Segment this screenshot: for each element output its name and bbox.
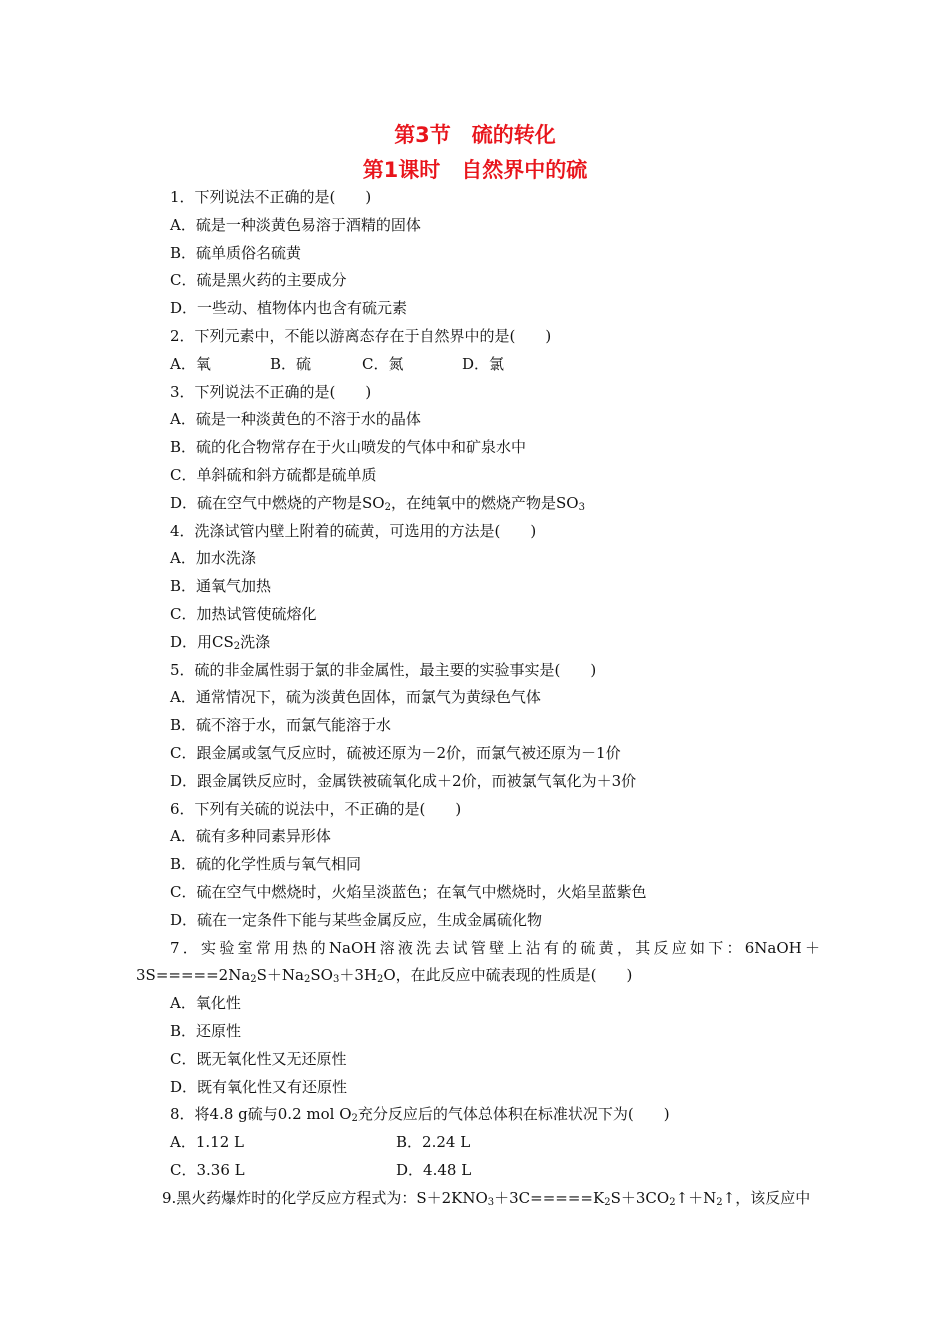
question-2-option-a: A．氧 <box>170 354 211 373</box>
section-title: 第3节 硫的转化 <box>394 123 556 147</box>
question-4-option-d: D．用$CS_2$洗涤 <box>170 632 271 652</box>
question-7-option-a: A．氧化性 <box>170 994 241 1013</box>
question-3-option-b: B．硫的化合物常存在于火山喷发的气体中和矿泉水中 <box>170 438 527 457</box>
question-2-option-c: C．氮 <box>362 354 404 373</box>
question-list <box>136 184 820 1212</box>
question-4-option-b: B．通氧气加热 <box>170 577 272 596</box>
question-8-option-d: D．4.48 L <box>396 1160 472 1179</box>
question-8-options-row-2 <box>136 1157 820 1185</box>
question-1-option-b: B．硫单质俗名硫黄 <box>170 243 302 262</box>
question-5-option-d: D．跟金属铁反应时，金属铁被硫氧化成＋2价，而被氯气氧化为＋3价 <box>170 771 637 790</box>
question-5-option-c: C．跟金属或氢气反应时，硫被还原为－2价，而氯气被还原为－1价 <box>170 743 621 762</box>
question-8-option-c: C．3.36 L <box>170 1160 245 1179</box>
question-8-option-b: B．2.24 L <box>396 1133 471 1152</box>
question-7-option-c: C．既无氧化性又无还原性 <box>170 1049 347 1068</box>
question-8-options-row-1 <box>136 1129 820 1157</box>
question-5-option-b: B．硫不溶于水，而氯气能溶于水 <box>170 716 392 735</box>
question-9-stem: 9.黑火药爆炸时的化学反应方程式为：$S+2KNO_3+3C=====K_2S+3CO_2↑+N_2↑$，该反应中 <box>162 1188 811 1208</box>
question-2-stem: 2．下列元素中，不能以游离态存在于自然界中的是( ) <box>170 326 552 345</box>
question-3-stem: 3．下列说法不正确的是( ) <box>170 382 372 401</box>
question-2-options <box>136 351 820 379</box>
question-2-option-d: D．氯 <box>462 354 505 373</box>
question-3-option-c: C．单斜硫和斜方硫都是硫单质 <box>170 465 377 484</box>
question-7-option-d: D．既有氧化性又有还原性 <box>170 1077 348 1096</box>
question-2-option-b: B．硫 <box>270 354 312 373</box>
question-8-stem: 8．将4.8 g硫与0.2 mol $O_2$充分反应后的气体总体积在标准状况下为( ) <box>170 1105 670 1125</box>
question-1-option-a: A．硫是一种淡黄色易溶于酒精的固体 <box>170 215 421 234</box>
lesson-title: 第1课时 自然界中的硫 <box>362 158 588 182</box>
question-5-option-a: A．通常情况下，硫为淡黄色固体，而氯气为黄绿色气体 <box>170 688 541 707</box>
question-1-stem: 1．下列说法不正确的是( ) <box>170 188 372 206</box>
question-6-option-b: B．硫的化学性质与氧气相同 <box>170 855 362 874</box>
question-6-option-a: A．硫有多种同素异形体 <box>170 827 331 846</box>
question-6-option-d: D．硫在一定条件下能与某些金属反应，生成金属硫化物 <box>170 910 543 929</box>
question-3-option-d: D．硫在空气中燃烧的产物是$SO_2$，在纯氧中的燃烧产物是$SO_3$ <box>170 493 585 513</box>
question-7-option-b: B．还原性 <box>170 1021 242 1040</box>
question-6-option-c: C．硫在空气中燃烧时，火焰呈淡蓝色；在氧气中燃烧时，火焰呈蓝紫色 <box>170 882 647 901</box>
question-4-option-c: C．加热试管使硫熔化 <box>170 604 317 623</box>
question-4-stem: 4．洗涤试管内壁上附着的硫黄，可选用的方法是( ) <box>170 521 537 540</box>
question-6-stem: 6．下列有关硫的说法中，不正确的是( ) <box>170 799 462 818</box>
question-4-option-a: A．加水洗涤 <box>170 549 256 568</box>
question-1-option-c: C．硫是黑火药的主要成分 <box>170 271 347 290</box>
question-5-stem: 5．硫的非金属性弱于氯的非金属性，最主要的实验事实是( ) <box>170 660 597 679</box>
question-1-option-d: D．一些动、植物体内也含有硫元素 <box>170 299 408 318</box>
question-7-stem: 7．实验室常用热的NaOH溶液洗去试管壁上沾有的硫黄，其反应如下：$6NaOH+3S=====2Na_2S+Na_2SO_3+3H_2O$，在此反应中硫表现的性质是( ) <box>136 938 820 986</box>
question-8-option-a: A．1.12 L <box>170 1133 244 1152</box>
question-3-option-a: A．硫是一种淡黄色的不溶于水的晶体 <box>170 410 421 429</box>
